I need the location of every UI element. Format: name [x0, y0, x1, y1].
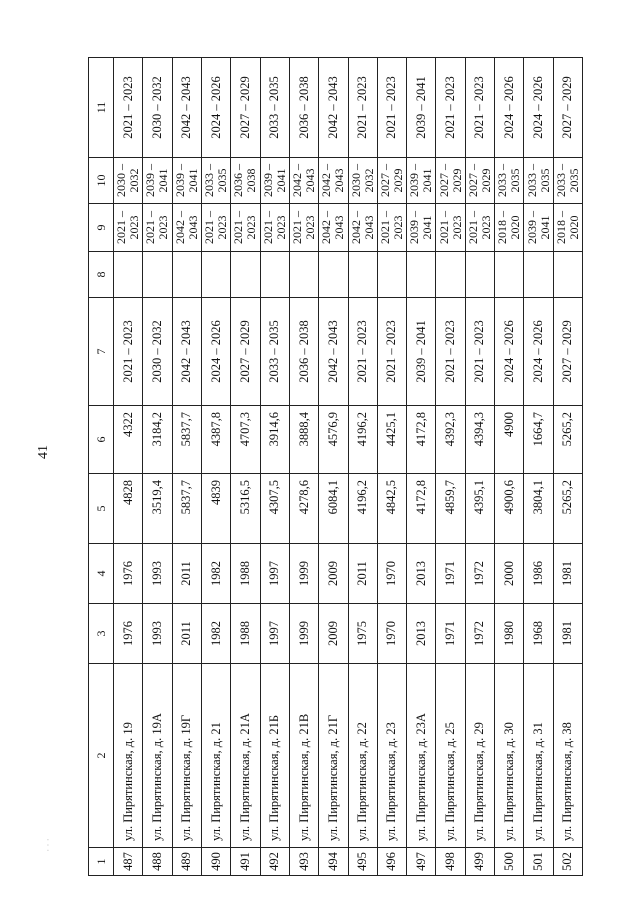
period-to: 2035 — [508, 168, 523, 193]
period-next-cell — [143, 158, 172, 204]
final-period-cell: 2024 – 2026 — [201, 58, 230, 158]
period-from: 2033 – — [495, 164, 510, 197]
year-cell: 1971 — [436, 544, 465, 604]
period-cell: 2021 – 2023 — [348, 298, 377, 406]
table-row — [319, 58, 348, 876]
period-next-cell — [524, 158, 553, 204]
build-year-cell: 1988 — [231, 604, 260, 664]
empty-cell — [201, 252, 230, 298]
period-to: 2035 — [215, 168, 230, 193]
final-period-cell: 2042 – 2043 — [172, 58, 201, 158]
period-to: 2020 — [566, 215, 581, 240]
final-period-cell: 2027 – 2029 — [553, 58, 582, 158]
empty-cell — [114, 252, 143, 298]
address-cell: ул. Пирятинская, д. 22 — [348, 664, 377, 848]
period-start-cell — [465, 204, 494, 252]
period-from: 2021 – — [436, 211, 451, 244]
build-year-cell: 1982 — [201, 604, 230, 664]
period-cell: 2033 – 2035 — [260, 298, 289, 406]
period-from: 2021 – — [260, 211, 275, 244]
total-area-cell: 6084,1 — [319, 474, 348, 544]
period-next-cell — [289, 158, 318, 204]
period-from: 2021 – — [202, 211, 217, 244]
table-row — [465, 58, 494, 876]
period-to: 2032 — [127, 168, 142, 193]
period-next-cell — [348, 158, 377, 204]
period-to: 2023 — [478, 215, 493, 240]
period-to: 2043 — [361, 215, 376, 240]
living-area-cell: 3184,2 — [143, 406, 172, 474]
period-start-cell — [172, 204, 201, 252]
table-row — [172, 58, 201, 876]
period-to: 2041 — [420, 215, 435, 240]
period-cell: 2042 – 2043 — [172, 298, 201, 406]
period-to: 2023 — [303, 215, 318, 240]
period-next-cell — [377, 158, 406, 204]
year-cell: 1982 — [201, 544, 230, 604]
empty-cell — [260, 252, 289, 298]
column-header-2: 2 — [89, 664, 114, 848]
living-area-cell: 5265,2 — [553, 406, 582, 474]
build-year-cell: 2009 — [319, 604, 348, 664]
empty-cell — [231, 252, 260, 298]
row-number: 498 — [436, 848, 465, 876]
period-from: 2033 – — [524, 164, 539, 197]
period-from: 2021 – — [377, 211, 392, 244]
empty-cell — [436, 252, 465, 298]
year-cell: 2011 — [172, 544, 201, 604]
period-from: 2018 – — [495, 211, 510, 244]
living-area-cell: 4900 — [495, 406, 524, 474]
period-next-cell — [201, 158, 230, 204]
page-number: 41 — [36, 445, 51, 459]
row-number: 500 — [495, 848, 524, 876]
period-cell: 2027 – 2029 — [231, 298, 260, 406]
period-start-cell — [289, 204, 318, 252]
period-from: 2039 – — [407, 164, 422, 197]
row-number: 497 — [407, 848, 436, 876]
period-to: 2029 — [390, 168, 405, 193]
year-cell: 2011 — [348, 544, 377, 604]
housing-table — [88, 57, 583, 876]
year-cell: 1999 — [289, 544, 318, 604]
living-area-cell: 4394,3 — [465, 406, 494, 474]
year-cell: 1981 — [553, 544, 582, 604]
living-area-cell: 4196,2 — [348, 406, 377, 474]
period-start-cell — [114, 204, 143, 252]
period-to: 2023 — [244, 215, 259, 240]
table-row — [201, 58, 230, 876]
row-number: 495 — [348, 848, 377, 876]
total-area-cell: 4172,8 — [407, 474, 436, 544]
total-area-cell: 4859,7 — [436, 474, 465, 544]
table-row — [407, 58, 436, 876]
living-area-cell: 1664,7 — [524, 406, 553, 474]
year-cell: 1997 — [260, 544, 289, 604]
year-cell: 1972 — [465, 544, 494, 604]
living-area-cell: 5837,7 — [172, 406, 201, 474]
total-area-cell: 4839 — [201, 474, 230, 544]
period-to: 2041 — [156, 168, 171, 193]
period-to: 2023 — [127, 215, 142, 240]
final-period-cell: 2021 – 2023 — [465, 58, 494, 158]
total-area-cell: 4828 — [114, 474, 143, 544]
table-row — [289, 58, 318, 876]
period-from: 2021 – — [290, 211, 305, 244]
year-cell: 1976 — [114, 544, 143, 604]
living-area-cell: 4172,8 — [407, 406, 436, 474]
period-to: 2043 — [303, 168, 318, 193]
final-period-cell: 2027 – 2029 — [231, 58, 260, 158]
total-area-cell: 3804,1 — [524, 474, 553, 544]
period-start-cell — [348, 204, 377, 252]
row-number: 487 — [114, 848, 143, 876]
column-header-11: 11 — [89, 58, 114, 158]
period-to: 2043 — [332, 215, 347, 240]
empty-cell — [289, 252, 318, 298]
period-from: 2039 – — [143, 164, 158, 197]
total-area-cell: 4307,5 — [260, 474, 289, 544]
total-area-cell: 4900,6 — [495, 474, 524, 544]
address-cell: ул. Пирятинская, д. 19Г — [172, 664, 201, 848]
table-row — [495, 58, 524, 876]
period-to: 2023 — [215, 215, 230, 240]
period-from: 2021 – — [143, 211, 158, 244]
period-to: 2032 — [361, 168, 376, 193]
period-from: 2039 – — [172, 164, 187, 197]
address-cell: ул. Пирятинская, д. 21А — [231, 664, 260, 848]
address-cell: ул. Пирятинская, д. 21Б — [260, 664, 289, 848]
total-area-cell: 4196,2 — [348, 474, 377, 544]
period-to: 2043 — [185, 215, 200, 240]
period-start-cell — [231, 204, 260, 252]
period-to: 2041 — [537, 215, 552, 240]
table-row — [114, 58, 143, 876]
period-to: 2035 — [566, 168, 581, 193]
period-next-cell — [553, 158, 582, 204]
build-year-cell: 1968 — [524, 604, 553, 664]
period-to: 2043 — [332, 168, 347, 193]
period-to: 2029 — [478, 168, 493, 193]
period-start-cell — [377, 204, 406, 252]
period-from: 2042 – — [319, 211, 334, 244]
period-cell: 2042 – 2043 — [319, 298, 348, 406]
period-from: 2027 – — [436, 164, 451, 197]
year-cell: 2000 — [495, 544, 524, 604]
build-year-cell: 1976 — [114, 604, 143, 664]
build-year-cell: 1972 — [465, 604, 494, 664]
period-from: 2033 – — [202, 164, 217, 197]
total-area-cell: 3519,4 — [143, 474, 172, 544]
row-number: 494 — [319, 848, 348, 876]
total-area-cell: 4842,5 — [377, 474, 406, 544]
period-to: 2038 — [244, 168, 259, 193]
period-next-cell — [495, 158, 524, 204]
period-start-cell — [495, 204, 524, 252]
period-from: 2021 – — [231, 211, 246, 244]
period-from: 2021 – — [114, 211, 129, 244]
period-from: 2027 – — [465, 164, 480, 197]
address-cell: ул. Пирятинская, д. 31 — [524, 664, 553, 848]
row-number: 489 — [172, 848, 201, 876]
period-cell: 2030 – 2032 — [143, 298, 172, 406]
row-number: 488 — [143, 848, 172, 876]
build-year-cell: 1971 — [436, 604, 465, 664]
table-row — [377, 58, 406, 876]
period-next-cell — [114, 158, 143, 204]
period-from: 2042 – — [348, 211, 363, 244]
final-period-cell: 2030 – 2032 — [143, 58, 172, 158]
living-area-cell: 4425,1 — [377, 406, 406, 474]
row-number: 502 — [553, 848, 582, 876]
row-number: 499 — [465, 848, 494, 876]
table-row — [524, 58, 553, 876]
empty-cell — [172, 252, 201, 298]
column-header-9: 9 — [89, 204, 114, 252]
total-area-cell: 4395,1 — [465, 474, 494, 544]
build-year-cell: 1981 — [553, 604, 582, 664]
period-to: 2041 — [273, 168, 288, 193]
table-body — [114, 58, 583, 876]
address-cell: ул. Пирятинская, д. 19А — [143, 664, 172, 848]
period-start-cell — [407, 204, 436, 252]
final-period-cell: 2036 – 2038 — [289, 58, 318, 158]
table-row — [553, 58, 582, 876]
living-area-cell: 4707,3 — [231, 406, 260, 474]
period-next-cell — [260, 158, 289, 204]
period-from: 2042 – — [172, 211, 187, 244]
period-from: 2042 – — [290, 164, 305, 197]
build-year-cell: 1997 — [260, 604, 289, 664]
table-row — [143, 58, 172, 876]
build-year-cell: 1970 — [377, 604, 406, 664]
period-start-cell — [260, 204, 289, 252]
empty-cell — [495, 252, 524, 298]
table-row — [436, 58, 465, 876]
period-to: 2035 — [537, 168, 552, 193]
year-cell: 1986 — [524, 544, 553, 604]
living-area-cell: 3888,4 — [289, 406, 318, 474]
period-from: 2039 – — [260, 164, 275, 197]
period-cell: 2039 – 2041 — [407, 298, 436, 406]
empty-cell — [319, 252, 348, 298]
final-period-cell: 2021 – 2023 — [436, 58, 465, 158]
period-cell: 2021 – 2023 — [465, 298, 494, 406]
final-period-cell: 2033 – 2035 — [260, 58, 289, 158]
address-cell: ул. Пирятинская, д. 23А — [407, 664, 436, 848]
empty-cell — [143, 252, 172, 298]
year-cell: 2013 — [407, 544, 436, 604]
period-cell: 2021 – 2023 — [377, 298, 406, 406]
address-cell: ул. Пирятинская, д. 21 — [201, 664, 230, 848]
period-to: 2023 — [390, 215, 405, 240]
period-next-cell — [172, 158, 201, 204]
year-cell: 1993 — [143, 544, 172, 604]
final-period-cell: 2024 – 2026 — [524, 58, 553, 158]
total-area-cell: 4278,6 — [289, 474, 318, 544]
column-header-1: 1 — [89, 848, 114, 876]
period-from: 2030 – — [114, 164, 129, 197]
column-header-7: 7 — [89, 298, 114, 406]
final-period-cell: 2021 – 2023 — [348, 58, 377, 158]
period-start-cell — [436, 204, 465, 252]
empty-cell — [465, 252, 494, 298]
period-to: 2023 — [273, 215, 288, 240]
column-header-6: 6 — [89, 406, 114, 474]
empty-cell — [377, 252, 406, 298]
period-next-cell — [436, 158, 465, 204]
period-cell: 2027 – 2029 — [553, 298, 582, 406]
living-area-cell: 4576,9 — [319, 406, 348, 474]
final-period-cell: 2021 – 2023 — [377, 58, 406, 158]
address-cell: ул. Пирятинская, д. 29 — [465, 664, 494, 848]
period-from: 2039 – — [524, 211, 539, 244]
column-header-3: 3 — [89, 604, 114, 664]
build-year-cell: 1993 — [143, 604, 172, 664]
address-cell: ул. Пирятинская, д. 25 — [436, 664, 465, 848]
build-year-cell: 1975 — [348, 604, 377, 664]
year-cell: 1988 — [231, 544, 260, 604]
period-from: 2018 – — [553, 211, 568, 244]
period-cell: 2024 – 2026 — [524, 298, 553, 406]
period-to: 2020 — [508, 215, 523, 240]
period-to: 2023 — [449, 215, 464, 240]
build-year-cell: 1980 — [495, 604, 524, 664]
period-from: 2036 – — [231, 164, 246, 197]
period-next-cell — [465, 158, 494, 204]
address-cell: ул. Пирятинская, д. 23 — [377, 664, 406, 848]
period-start-cell — [319, 204, 348, 252]
period-to: 2023 — [156, 215, 171, 240]
total-area-cell: 5837,7 — [172, 474, 201, 544]
period-from: 2021 – — [465, 211, 480, 244]
row-number: 493 — [289, 848, 318, 876]
column-header-8: 8 — [89, 252, 114, 298]
address-cell: ул. Пирятинская, д. 38 — [553, 664, 582, 848]
final-period-cell: 2024 – 2026 — [495, 58, 524, 158]
period-from: 2033 – — [553, 164, 568, 197]
row-number: 496 — [377, 848, 406, 876]
period-to: 2041 — [185, 168, 200, 193]
table-row — [348, 58, 377, 876]
living-area-cell: 3914,6 — [260, 406, 289, 474]
period-from: 2030 – — [348, 164, 363, 197]
living-area-cell: 4387,8 — [201, 406, 230, 474]
column-header-10: 10 — [89, 158, 114, 204]
empty-cell — [407, 252, 436, 298]
period-cell: 2036 – 2038 — [289, 298, 318, 406]
period-next-cell — [407, 158, 436, 204]
rotated-table-wrapper — [88, 58, 583, 876]
period-next-cell — [319, 158, 348, 204]
scan-mark: · · · — [43, 838, 53, 852]
address-cell: ул. Пирятинская, д. 21В — [289, 664, 318, 848]
living-area-cell: 4392,3 — [436, 406, 465, 474]
build-year-cell: 2011 — [172, 604, 201, 664]
address-cell: ул. Пирятинская, д. 21Г — [319, 664, 348, 848]
build-year-cell: 2013 — [407, 604, 436, 664]
period-to: 2041 — [420, 168, 435, 193]
final-period-cell: 2021 – 2023 — [114, 58, 143, 158]
header-row — [89, 58, 114, 876]
period-start-cell — [524, 204, 553, 252]
column-header-4: 4 — [89, 544, 114, 604]
year-cell: 1970 — [377, 544, 406, 604]
empty-cell — [553, 252, 582, 298]
living-area-cell: 4322 — [114, 406, 143, 474]
address-cell: ул. Пирятинская, д. 19 — [114, 664, 143, 848]
total-area-cell: 5316,5 — [231, 474, 260, 544]
period-cell: 2024 – 2026 — [201, 298, 230, 406]
period-from: 2039 – — [407, 211, 422, 244]
period-from: 2042 – — [319, 164, 334, 197]
row-number: 501 — [524, 848, 553, 876]
period-start-cell — [143, 204, 172, 252]
column-header-5: 5 — [89, 474, 114, 544]
empty-cell — [348, 252, 377, 298]
row-number: 492 — [260, 848, 289, 876]
row-number: 490 — [201, 848, 230, 876]
period-cell: 2021 – 2023 — [436, 298, 465, 406]
address-cell: ул. Пирятинская, д. 30 — [495, 664, 524, 848]
period-to: 2029 — [449, 168, 464, 193]
period-start-cell — [201, 204, 230, 252]
year-cell: 2009 — [319, 544, 348, 604]
period-start-cell — [553, 204, 582, 252]
period-next-cell — [231, 158, 260, 204]
empty-cell — [524, 252, 553, 298]
period-from: 2027 – — [377, 164, 392, 197]
table-row — [260, 58, 289, 876]
final-period-cell: 2042 – 2043 — [319, 58, 348, 158]
table-row — [231, 58, 260, 876]
total-area-cell: 5265,2 — [553, 474, 582, 544]
build-year-cell: 1999 — [289, 604, 318, 664]
period-cell: 2021 – 2023 — [114, 298, 143, 406]
row-number: 491 — [231, 848, 260, 876]
final-period-cell: 2039 – 2041 — [407, 58, 436, 158]
period-cell: 2024 – 2026 — [495, 298, 524, 406]
